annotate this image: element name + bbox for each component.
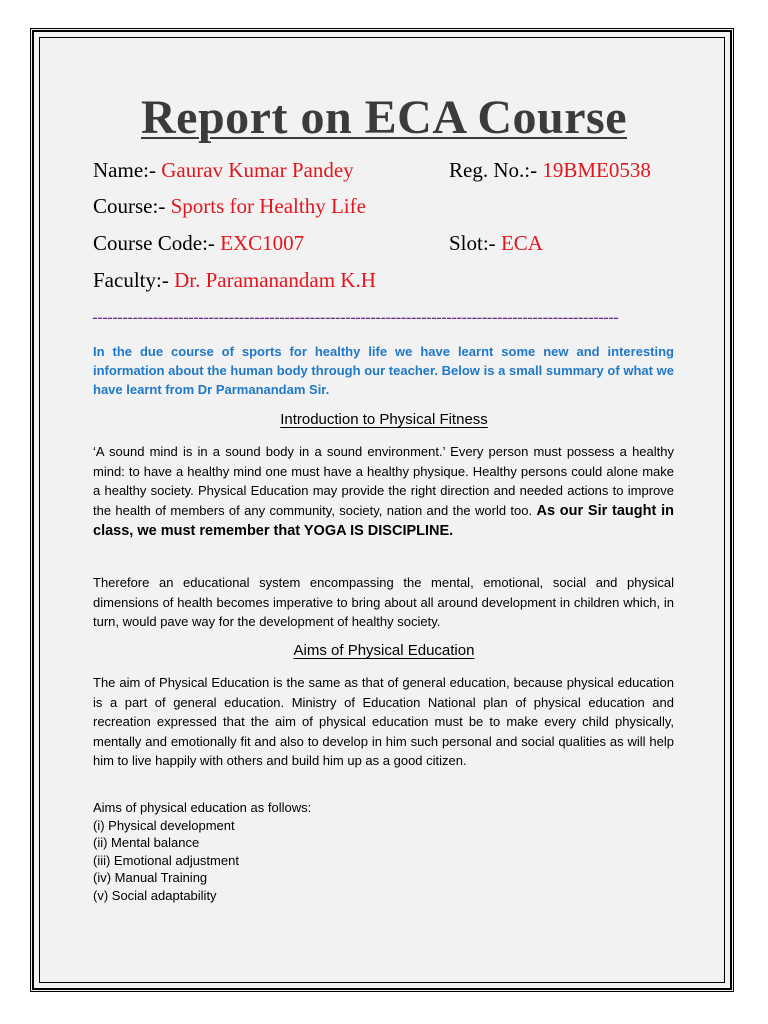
faculty-label: Faculty:-	[93, 268, 175, 292]
name-value: Gaurav Kumar Pandey	[161, 158, 354, 182]
aims-paragraph: The aim of Physical Education is the same as that of general education, because physical education is a part of general education. Ministry of Education National plan of physical education and recreation expressed that the aim of physical education must be to make every child physically, mentally and emotionally fit and also to develop in him such personal and social qualities as will help him to live happily with others and build him up as a good citizen.	[93, 675, 674, 768]
list-item: (i) Physical development	[93, 817, 235, 833]
list-item: (iv) Manual Training	[93, 870, 208, 885]
physical-fitness-text: ‘A sound mind is in a sound body in a sound environment.’ Every person must possess a healthy mind: to have a healthy mind one must have a healthy physique. Healthy persons could alone make a healthy society. Physical Education may provide the right direction and needed actions to improve the health of members of any community, society, nation and the world too.	[93, 444, 674, 518]
course-code-label: Course Code:-	[93, 231, 221, 255]
section-heading-aims: Aims of Physical Education	[293, 642, 475, 659]
faculty-value: Dr. Paramanandam K.H	[174, 268, 376, 292]
slot-value: ECA	[500, 231, 543, 255]
name-field	[93, 158, 354, 183]
reg-no-value: 19BME0538	[542, 158, 651, 182]
reg-no-label: Reg. No.:-	[449, 158, 543, 182]
faculty-field	[93, 268, 376, 293]
section-heading-physical-fitness: Introduction to Physical Fitness	[280, 411, 488, 428]
slot-field	[449, 231, 543, 256]
yoga-discipline-emphasis: As our Sir taught in class, we must remember that YOGA IS DISCIPLINE.	[93, 502, 674, 539]
course-value: Sports for Healthy Life	[170, 194, 366, 218]
list-item: (ii) Mental balance	[93, 835, 200, 850]
report-title: Report on ECA Course	[141, 91, 627, 144]
dashed-divider: --------------------------------------------------------------------------------------------------------	[92, 308, 619, 327]
list-item: (v) Social adaptability	[93, 887, 217, 903]
course-code-value: EXC1007	[220, 231, 305, 255]
education-system-paragraph: Therefore an educational system encompassing the mental, emotional, social and physical dimensions of health becomes imperative to bring about all around development in children which, in turn, would pave way for the development of healthy society.	[93, 575, 674, 629]
reg-no-field	[449, 158, 651, 183]
slot-label: Slot:-	[449, 231, 501, 255]
name-label: Name:-	[93, 158, 162, 182]
course-label: Course:-	[93, 194, 171, 218]
course-field	[93, 194, 366, 219]
list-item: (iii) Emotional adjustment	[93, 852, 239, 868]
intro-paragraph: In the due course of sports for healthy life we have learnt some new and interesting information about the human body through our teacher. Below is a small summary of what we have learnt from Dr Parmanandam Sir.	[93, 344, 674, 397]
aims-list-intro: Aims of physical education as follows:	[93, 800, 312, 815]
physical-fitness-paragraph	[93, 442, 674, 542]
course-code-field	[93, 231, 304, 256]
aims-list	[93, 799, 674, 904]
